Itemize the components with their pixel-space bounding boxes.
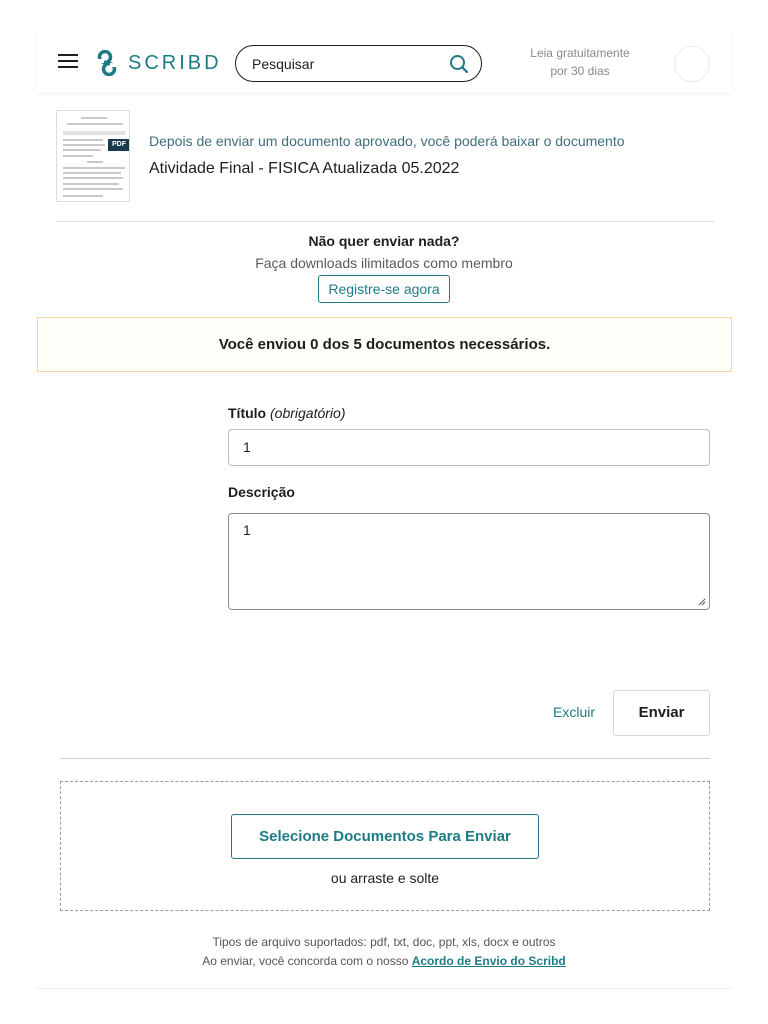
delete-button[interactable]: Excluir — [553, 704, 596, 720]
file-drop-zone[interactable] — [60, 781, 710, 911]
menu-icon[interactable] — [58, 54, 78, 68]
upload-notice: Depois de enviar um documento aprovado, você poderá baixar o documento — [149, 133, 625, 149]
title-input[interactable]: 1 — [228, 429, 710, 466]
scribd-logo-icon — [96, 50, 118, 76]
description-textarea[interactable] — [228, 513, 710, 610]
resize-handle-icon[interactable] — [698, 598, 706, 606]
send-button[interactable]: Enviar — [613, 690, 710, 736]
upload-agreement-link[interactable]: Acordo de Envio do Scribd — [411, 954, 566, 968]
pdf-badge: PDF — [108, 139, 130, 151]
top-navigation-bar — [36, 28, 732, 92]
title-label — [228, 405, 345, 421]
divider — [56, 221, 714, 222]
supported-file-types: Tipos de arquivo suportados: pdf, txt, doc, ppt, xls, docx e outros — [212, 935, 556, 949]
scribd-logo[interactable] — [96, 50, 222, 76]
user-avatar[interactable] — [674, 46, 710, 82]
drag-drop-hint: ou arraste e solte — [330, 870, 440, 886]
divider — [36, 988, 732, 989]
trial-line-2: por 30 dias — [550, 64, 610, 78]
divider — [60, 758, 710, 759]
logo-text: SCRIBD — [128, 51, 222, 74]
free-trial-link[interactable] — [510, 44, 650, 80]
document-title: Atividade Final - FISICA Atualizada 05.2022 — [149, 160, 460, 177]
title-required-hint: (obrigatório) — [270, 405, 346, 421]
register-question: Não quer enviar nada? — [308, 233, 460, 249]
search-icon[interactable] — [449, 54, 469, 74]
search-box[interactable] — [235, 45, 482, 82]
description-value: 1 — [243, 522, 251, 538]
register-section — [0, 233, 768, 303]
register-subtitle: Faça downloads ilimitados como membro — [255, 255, 513, 271]
agreement-prefix: Ao enviar, você concorda com o nosso — [202, 954, 409, 968]
description-label: Descrição — [228, 484, 295, 500]
search-input[interactable] — [252, 56, 449, 72]
upload-footer — [0, 933, 768, 971]
title-label-text: Título — [228, 405, 267, 421]
trial-line-1: Leia gratuitamente — [530, 46, 630, 60]
agreement-text — [0, 952, 768, 971]
upload-progress-banner: Você enviou 0 dos 5 documentos necessários. — [37, 317, 732, 372]
register-button[interactable]: Registre-se agora — [318, 275, 449, 303]
document-thumbnail — [56, 110, 130, 202]
select-documents-button[interactable]: Selecione Documentos Para Enviar — [231, 814, 539, 859]
